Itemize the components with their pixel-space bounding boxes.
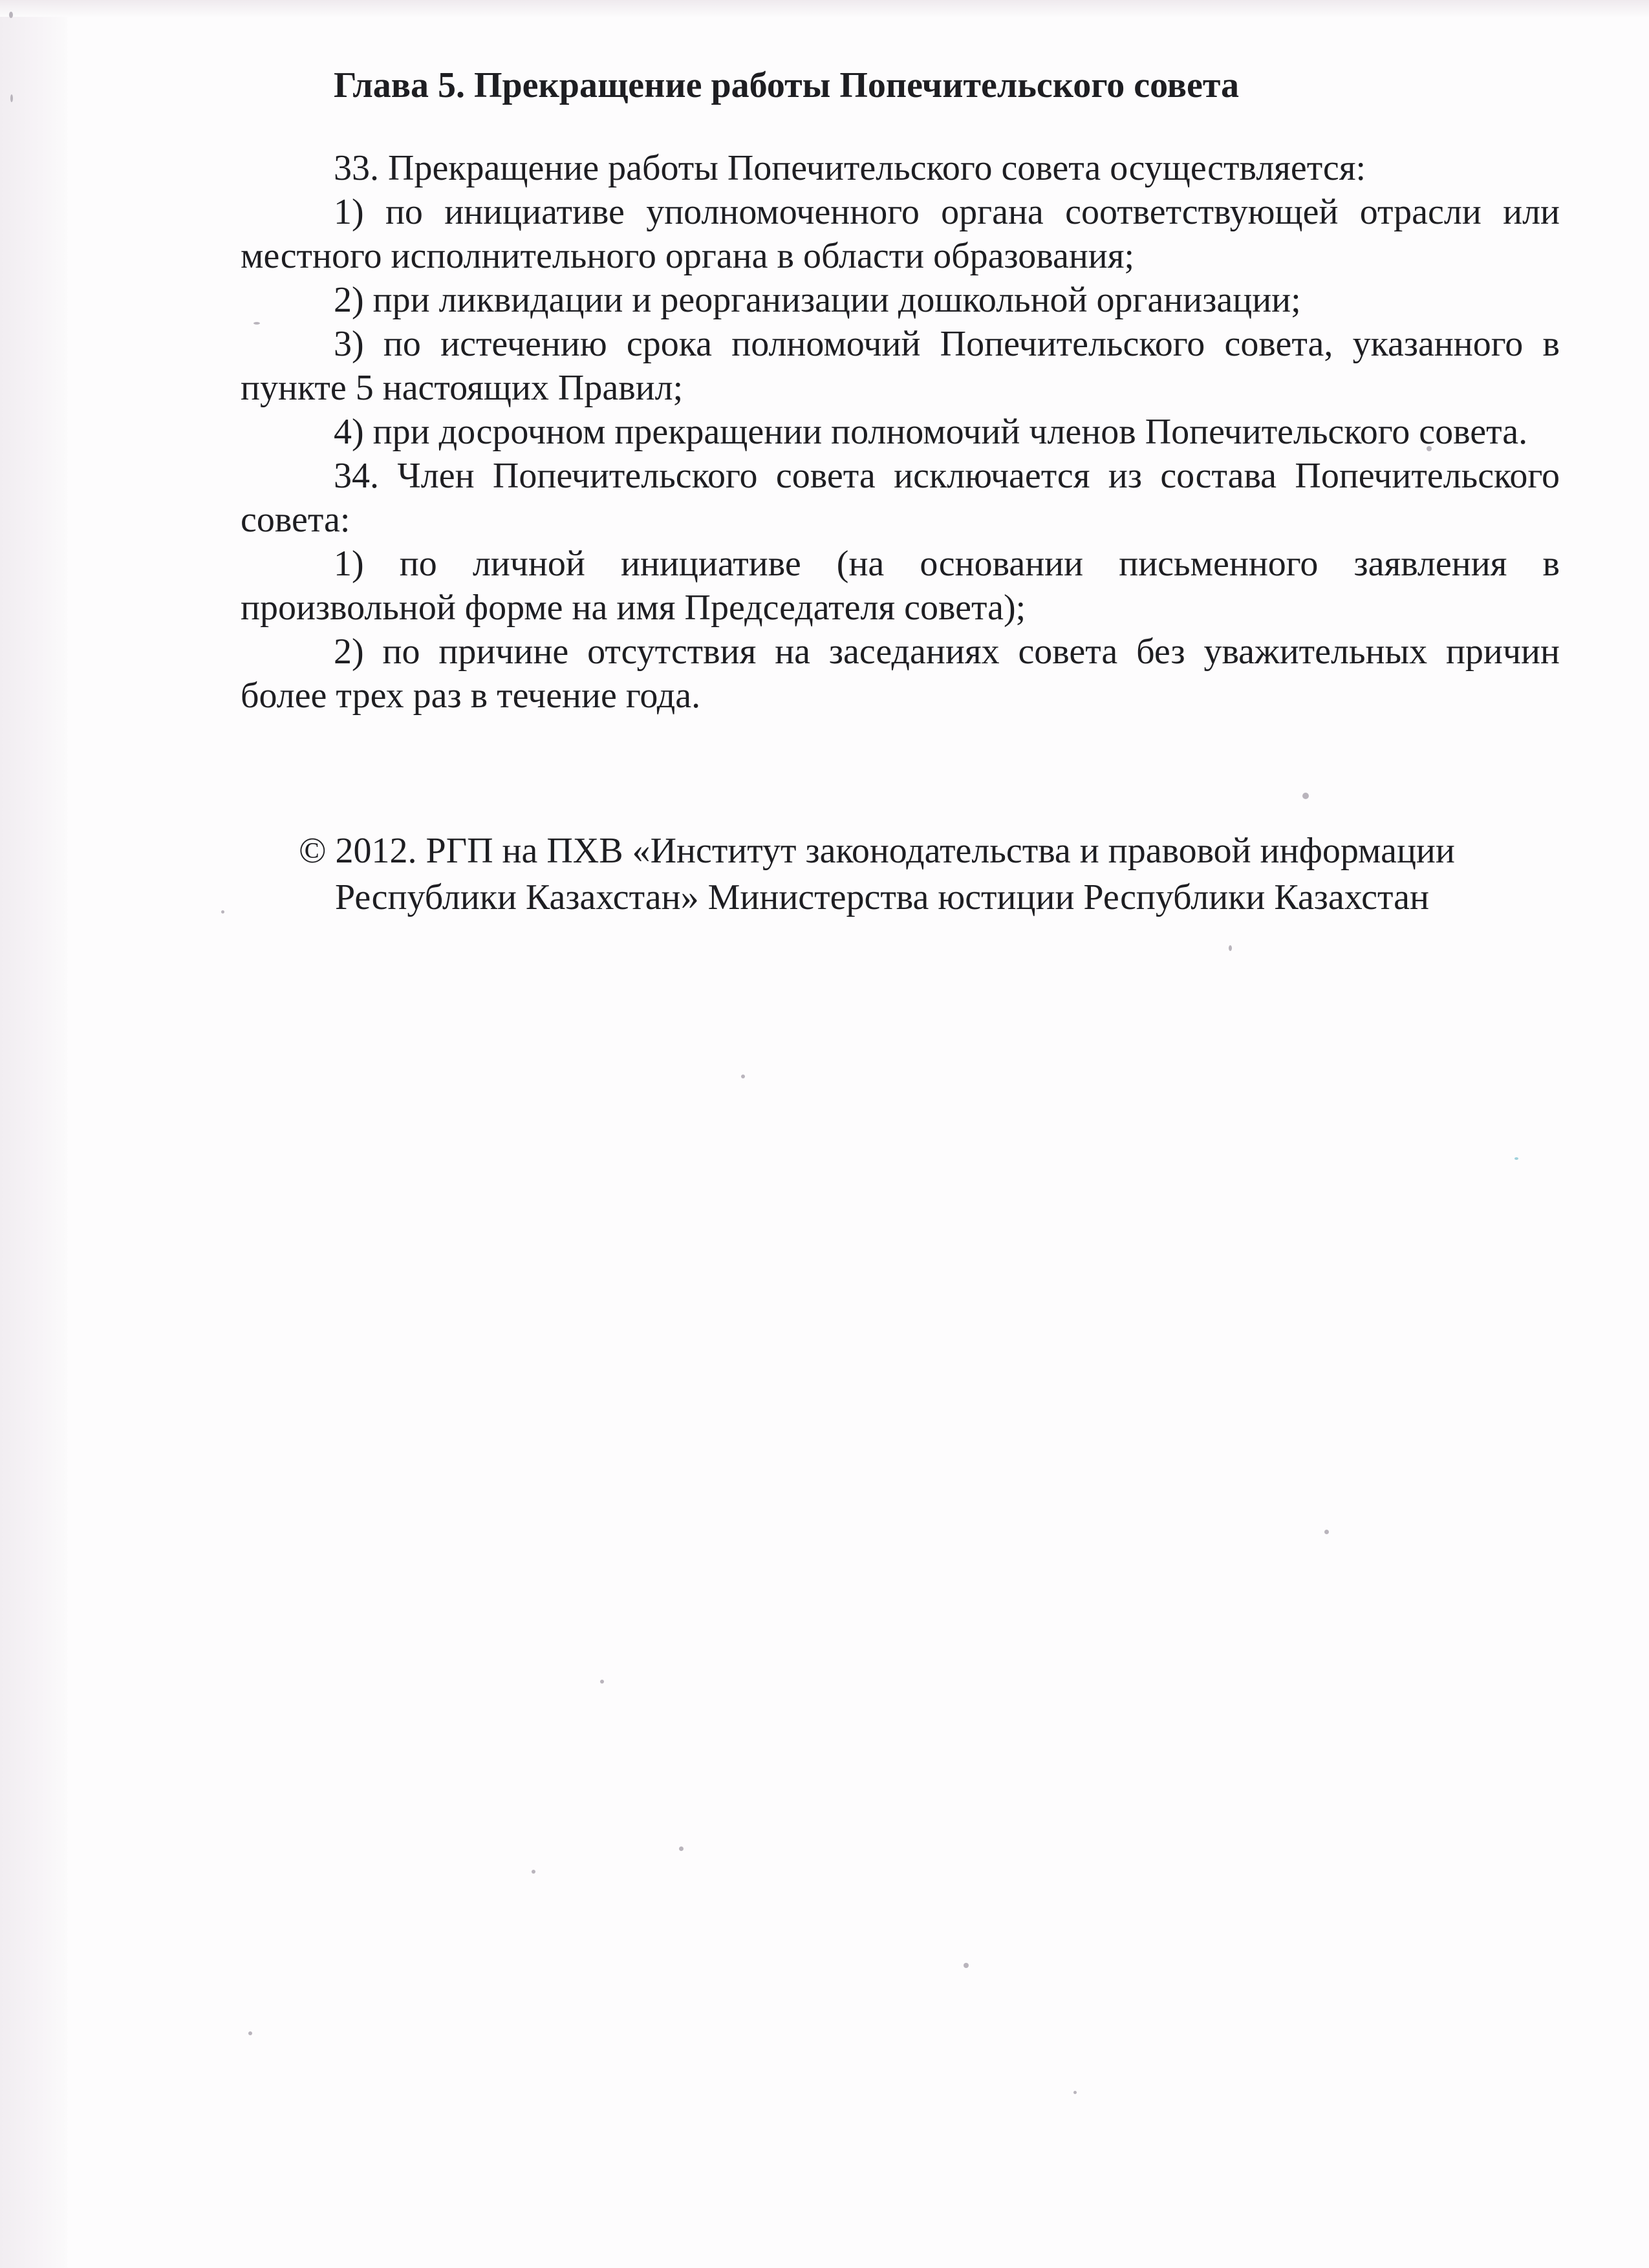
scan-speck [9, 12, 13, 18]
scan-speck [679, 1846, 684, 1851]
copyright-line-1: © 2012. РГП на ПХВ «Институт законодательства и правовой информации [299, 831, 1455, 871]
scan-speck [248, 2031, 252, 2035]
scan-speck [600, 1680, 604, 1684]
scan-speck [741, 1075, 745, 1078]
scan-top-edge-shadow [0, 0, 1649, 17]
scan-speck [1073, 2091, 1077, 2094]
paragraph-34-item-2: 2) по причине отсутствия на заседаниях совета без уважительных причин более трех раз в течение года. [241, 632, 1560, 716]
scan-speck [10, 94, 13, 102]
scan-speck [1324, 1530, 1329, 1534]
scan-speck [221, 910, 224, 914]
paragraph-33-item-4: 4) при досрочном прекращении полномочий членов Попечительского совета. [334, 412, 1528, 452]
scan-speck [1514, 1157, 1518, 1160]
scan-left-edge-shadow [0, 0, 67, 2268]
scan-speck [532, 1870, 535, 1874]
paragraph-33: 33. Прекращение работы Попечительского совета осуществляется: [334, 148, 1366, 188]
scan-speck [1302, 793, 1309, 799]
copyright-line-2: Республики Казахстан» Министерства юстиции Республики Казахстан [335, 877, 1430, 917]
paragraph-33-item-3: 3) по истечению срока полномочий Попечительского совета, указанного в пункте 5 настоящих Правил; [241, 324, 1560, 408]
document-body [241, 63, 1560, 718]
scan-speck [964, 1963, 969, 1968]
copyright-notice [299, 828, 1566, 921]
paragraph-33-item-2: 2) при ликвидации и реорганизации дошкольной организации; [334, 280, 1301, 320]
paragraph-33-item-1: 1) по инициативе уполномоченного органа соответствующей отрасли или местного исполнительного органа в области образования; [241, 192, 1560, 276]
paragraph-34: 34. Член Попечительского совета исключается из состава Попечительского совета: [241, 456, 1560, 540]
scan-speck [1229, 945, 1232, 951]
paragraph-34-item-1: 1) по личной инициативе (на основании письменного заявления в произвольной форме на имя Председателя совета); [241, 544, 1560, 628]
chapter-title: Глава 5. Прекращение работы Попечительского совета [334, 65, 1240, 105]
